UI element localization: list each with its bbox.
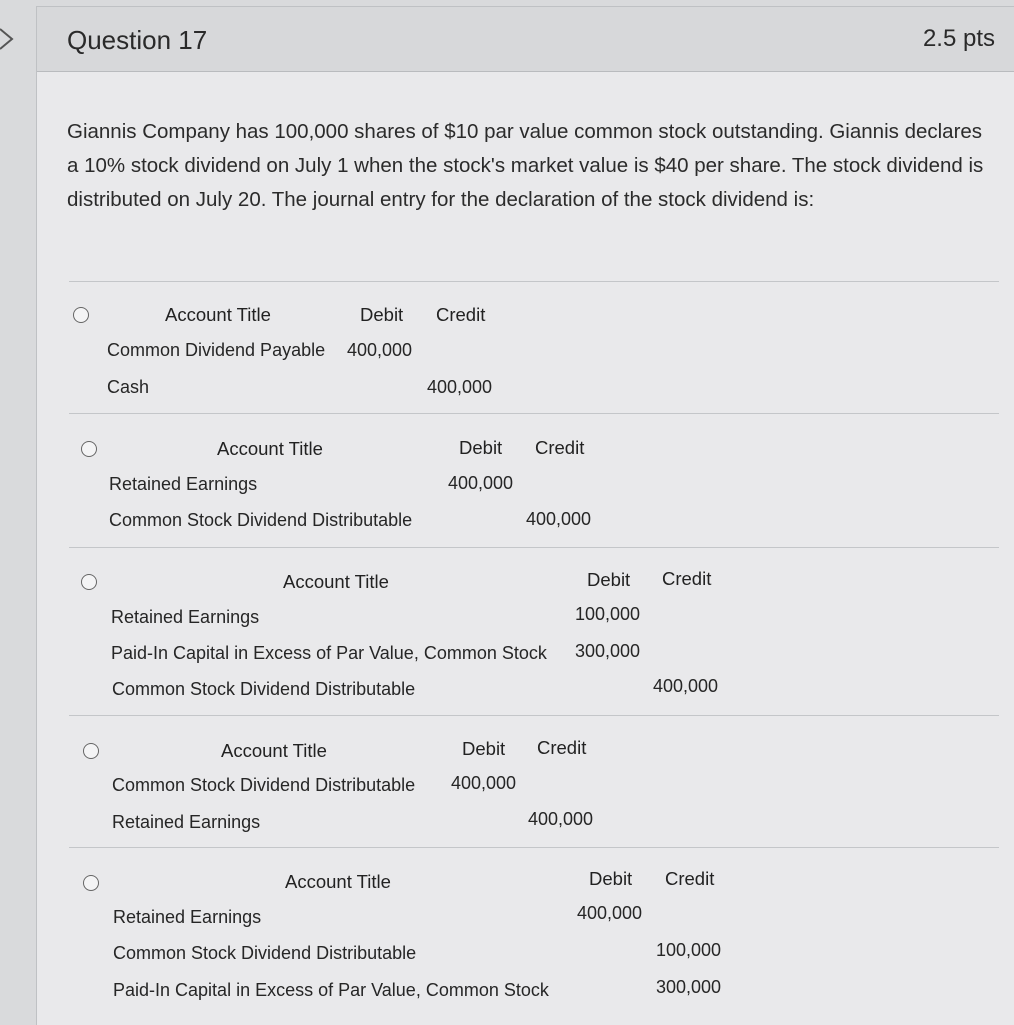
option-2-header-debit: Debit [459, 437, 503, 458]
option-3-header-title: Account Title [283, 571, 389, 592]
question-header [37, 7, 1014, 72]
question-title: Question 17 [67, 25, 208, 55]
option-5-header-credit: Credit [665, 868, 715, 889]
option-5-row-3-account: Paid-In Capital in Excess of Par Value, Common Stock [113, 980, 549, 1000]
option-1-header-credit: Credit [436, 304, 486, 325]
option-4-row-2-credit: 400,000 [528, 809, 594, 829]
option-2-radio[interactable] [81, 441, 97, 457]
option-1-row-2-account: Cash [107, 377, 150, 397]
option-2-row-1-debit: 400,000 [448, 473, 514, 493]
option-2-header-credit: Credit [535, 437, 585, 458]
option-5-row-2-account: Common Stock Dividend Distributable [113, 943, 417, 963]
option-5-radio[interactable] [83, 875, 99, 891]
option-divider [69, 413, 999, 414]
option-5-row-1-debit: 400,000 [577, 903, 643, 923]
option-2-header-title: Account Title [217, 438, 323, 459]
option-4-row-1-debit: 400,000 [451, 773, 517, 793]
option-3-row-1-account: Retained Earnings [111, 607, 260, 627]
option-3-row-2-debit: 300,000 [575, 641, 641, 661]
option-3-row-1-debit: 100,000 [575, 604, 641, 624]
option-1-row-1-debit: 400,000 [347, 340, 413, 360]
option-3-header-credit: Credit [662, 568, 712, 589]
option-3-row-3-account: Common Stock Dividend Distributable [112, 679, 416, 699]
option-5-header-debit: Debit [589, 868, 633, 889]
option-4-row-1-account: Common Stock Dividend Distributable [112, 775, 416, 795]
option-2-row-2-account: Common Stock Dividend Distributable [109, 510, 413, 530]
option-4-radio[interactable] [83, 743, 99, 759]
option-1-header-title: Account Title [165, 304, 271, 325]
option-3-header-debit: Debit [587, 569, 631, 590]
option-4-header-title: Account Title [221, 740, 327, 761]
option-divider [69, 547, 999, 548]
option-divider [69, 847, 999, 848]
question-text: Giannis Company has 100,000 shares of $10 par value common stock outstanding. Giannis declares a 10% stock dividend on July 1 when the stock's market value is $40 per share. The stock dividend is distributed on July 20. The journal entry for the declaration of the stock dividend is: [67, 120, 984, 211]
option-4-header-credit: Credit [537, 737, 587, 758]
question-points: 2.5 pts [922, 25, 995, 52]
option-5-row-2-credit: 100,000 [656, 940, 722, 960]
option-1-row-2-credit: 400,000 [427, 377, 493, 397]
option-1-radio[interactable] [73, 307, 89, 323]
option-3-row-2-account: Paid-In Capital in Excess of Par Value, Common Stock [111, 643, 547, 663]
option-4-row-2-account: Retained Earnings [112, 812, 261, 832]
back-arrow-icon[interactable] [0, 26, 20, 52]
option-2-row-1-account: Retained Earnings [109, 474, 258, 494]
option-3-radio[interactable] [81, 574, 97, 590]
option-divider [69, 281, 999, 282]
option-1-row-1-account: Common Dividend Payable [107, 340, 326, 360]
option-divider [69, 715, 999, 716]
option-5-row-1-account: Retained Earnings [113, 907, 262, 927]
option-4-header-debit: Debit [462, 738, 506, 759]
question-card [36, 6, 1014, 1025]
option-5-row-3-credit: 300,000 [656, 977, 722, 997]
option-1-header-debit: Debit [360, 304, 404, 325]
option-2-row-2-credit: 400,000 [526, 509, 592, 529]
option-5-header-title: Account Title [285, 871, 391, 892]
option-3-row-3-credit: 400,000 [653, 676, 719, 696]
